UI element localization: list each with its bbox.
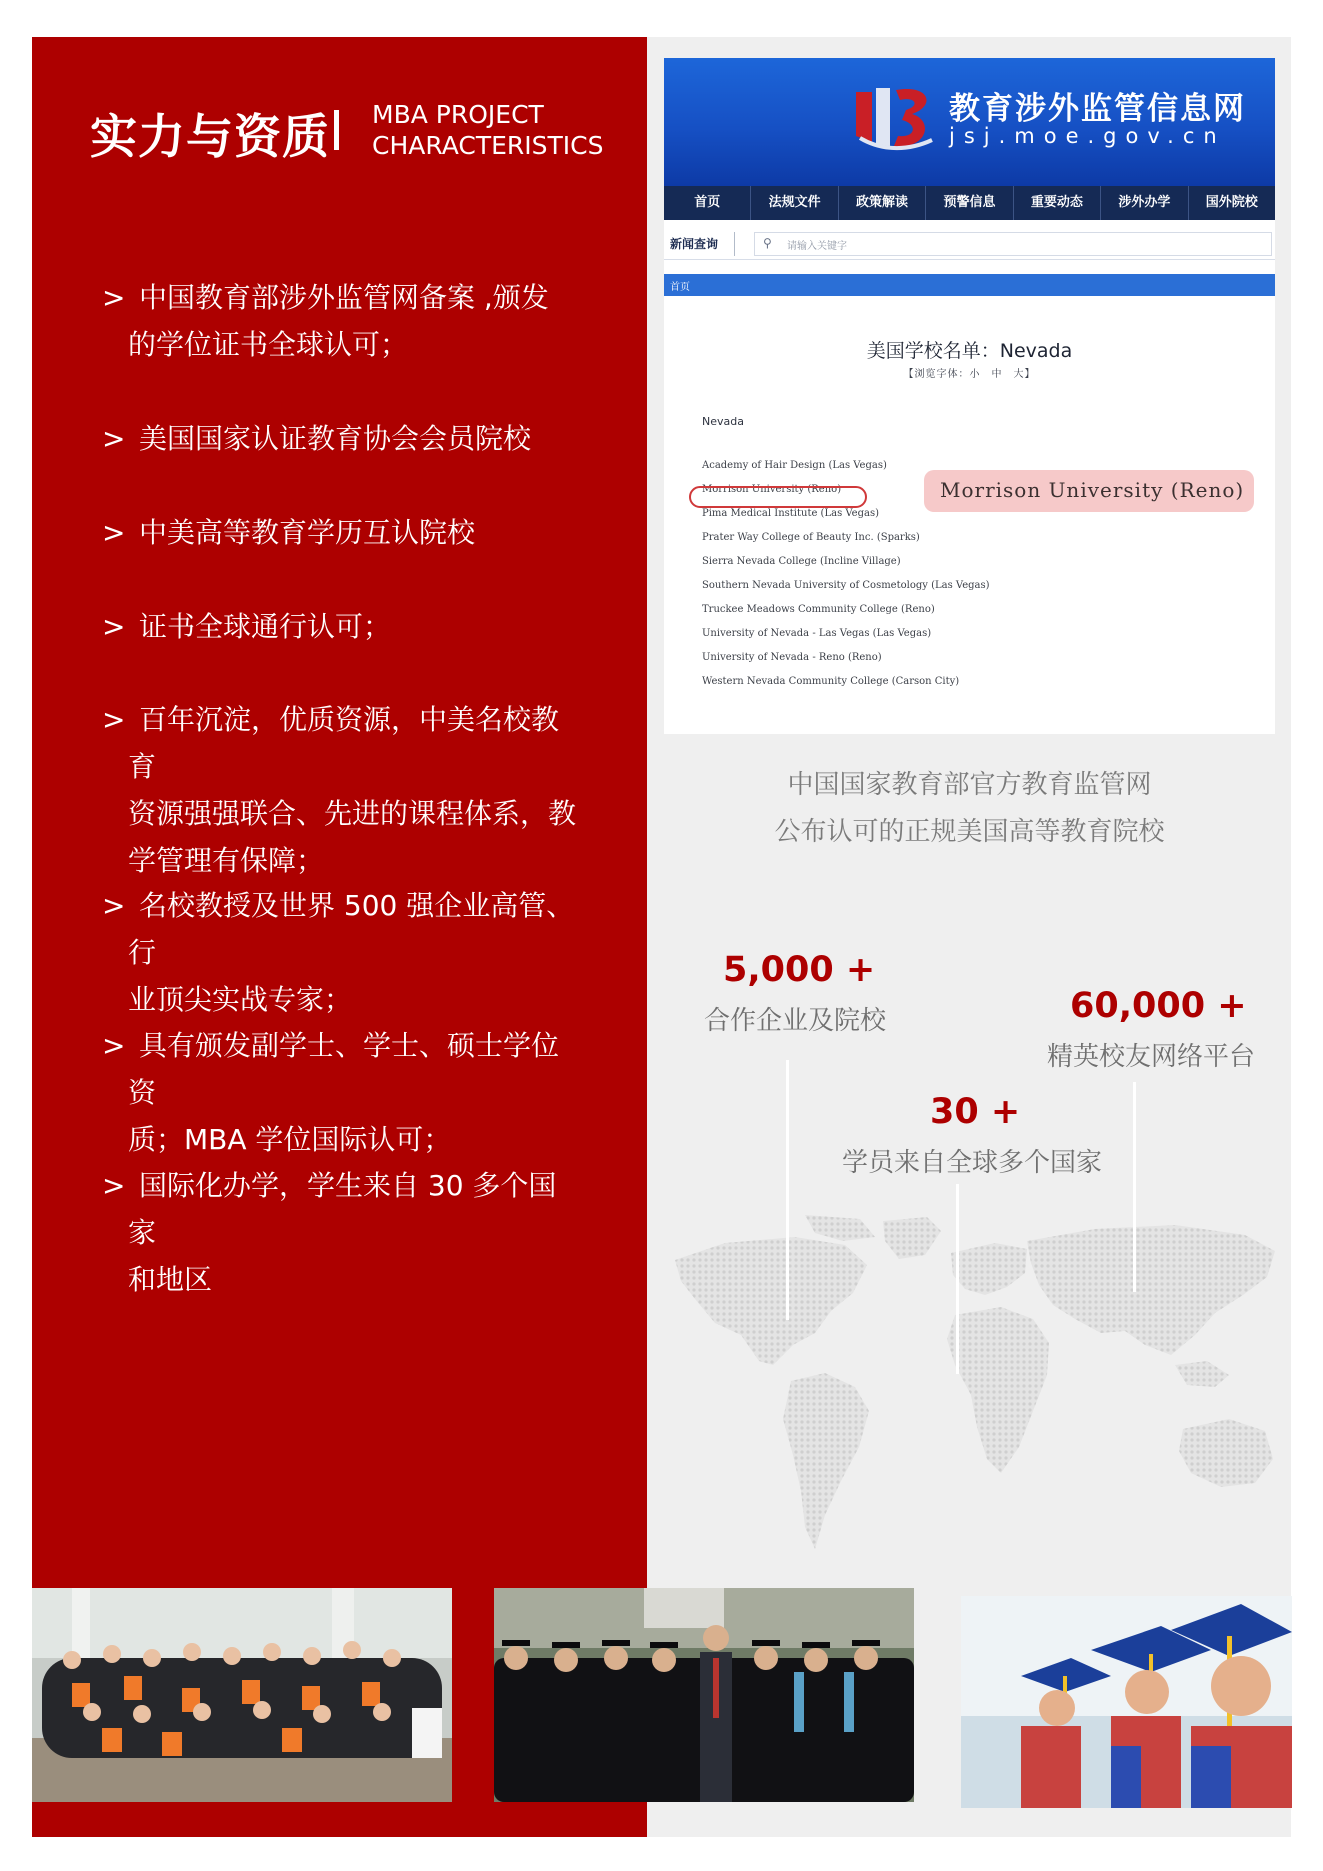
chevron-right-icon: > bbox=[102, 610, 126, 643]
search-placeholder: 请输入关键字 bbox=[787, 241, 847, 252]
title-divider bbox=[334, 110, 339, 150]
feature-line: 质；MBA 学位国际认可； bbox=[128, 1123, 452, 1156]
section-title: 实力与资质 bbox=[90, 110, 330, 165]
graduates-with-professor-photo bbox=[494, 1588, 914, 1802]
stat-alumni-value: 60,000 + bbox=[1070, 986, 1247, 1026]
stat-alumni-label: 精英校友网络平台 bbox=[1047, 1042, 1256, 1072]
highlight-callout bbox=[924, 470, 1254, 512]
nav-warnings[interactable]: 预警信息 bbox=[926, 186, 1013, 220]
feature-item bbox=[102, 882, 582, 1023]
search-icon: ⚲ bbox=[763, 236, 772, 250]
search-divider bbox=[734, 232, 735, 256]
feature-line: 和地区 bbox=[128, 1263, 213, 1296]
caption-line-2: 公布认可的正规美国高等教育院校 bbox=[774, 817, 1165, 847]
feature-line: 国际化办学，学生来自 30 多个国家 bbox=[128, 1169, 557, 1249]
graduates-group-image bbox=[32, 1588, 452, 1802]
subtitle-line-2: CHARACTERISTICS bbox=[372, 131, 604, 160]
site-banner bbox=[664, 58, 1275, 186]
graduates-caps-image bbox=[961, 1596, 1292, 1808]
feature-line: 学管理有保障； bbox=[128, 844, 325, 877]
feature-line: 的学位证书全球认可； bbox=[128, 328, 409, 361]
stat-partners-value: 5,000 + bbox=[723, 950, 876, 990]
chevron-right-icon: > bbox=[102, 1169, 126, 1202]
feature-item bbox=[102, 1022, 582, 1163]
feature-item bbox=[102, 415, 582, 462]
stat-partners-label: 合作企业及院校 bbox=[704, 1006, 887, 1036]
list-item[interactable]: University of Nevada - Las Vegas (Las Vegas) bbox=[702, 628, 932, 639]
feature-line: 百年沉淀，优质资源，中美名校教育 bbox=[128, 703, 560, 783]
caption-line-1: 中国国家教育部官方教育监管网 bbox=[787, 770, 1152, 800]
list-item[interactable]: Pima Medical Institute (Las Vegas) bbox=[702, 508, 879, 519]
chevron-right-icon: > bbox=[102, 422, 126, 455]
nav-policy[interactable]: 政策解读 bbox=[839, 186, 926, 220]
feature-item bbox=[102, 696, 582, 884]
chevron-right-icon: > bbox=[102, 281, 126, 314]
breadcrumb bbox=[664, 274, 1275, 296]
feature-line: 中美高等教育学历互认院校 bbox=[139, 516, 476, 549]
graduates-caps-photo bbox=[961, 1596, 1292, 1808]
site-nav bbox=[664, 186, 1275, 220]
search-label: 新闻查询 bbox=[670, 237, 719, 251]
screenshot-caption bbox=[664, 762, 1275, 856]
feature-item bbox=[102, 603, 582, 650]
feature-line: 具有颁发副学士、学士、硕士学位资 bbox=[128, 1029, 560, 1109]
stat-countries-value: 30 + bbox=[930, 1092, 1021, 1132]
graduates-with-professor-image bbox=[494, 1588, 914, 1802]
breadcrumb-home[interactable]: 首页 bbox=[670, 282, 690, 293]
chevron-right-icon: > bbox=[102, 703, 126, 736]
highlight-circle bbox=[689, 486, 867, 508]
nav-regulations[interactable]: 法规文件 bbox=[751, 186, 838, 220]
feature-line: 资源强强联合、先进的课程体系，教 bbox=[128, 797, 577, 830]
nav-overseas-institutions[interactable]: 国外院校 bbox=[1205, 195, 1258, 210]
site-name: 教育涉外监管信息网 bbox=[949, 91, 1246, 127]
callout-text: Morrison University (Reno) bbox=[940, 478, 1245, 502]
site-search-bar bbox=[664, 228, 1275, 260]
list-item[interactable]: Morrison University (Reno) bbox=[702, 484, 842, 495]
feature-line: 名校教授及世界 500 强企业高管、行 bbox=[128, 889, 575, 969]
feature-line: 美国国家认证教育协会会员院校 bbox=[139, 422, 532, 455]
stat-partners-pointer bbox=[786, 1060, 789, 1320]
list-item[interactable]: University of Nevada - Reno (Reno) bbox=[702, 652, 882, 663]
website-screenshot bbox=[664, 58, 1275, 734]
list-item[interactable]: Prater Way College of Beauty Inc. (Sparks) bbox=[702, 532, 920, 543]
list-item[interactable]: Truckee Meadows Community College (Reno) bbox=[702, 604, 935, 615]
nav-foreign-schools[interactable]: 涉外办学 bbox=[1101, 186, 1188, 220]
feature-item bbox=[102, 509, 582, 556]
stat-countries-pointer bbox=[956, 1184, 959, 1374]
nav-news[interactable]: 重要动态 bbox=[1014, 186, 1101, 220]
stat-countries-label: 学员来自全球多个国家 bbox=[842, 1148, 1103, 1178]
site-logo-icon bbox=[850, 80, 938, 156]
chevron-right-icon: > bbox=[102, 516, 126, 549]
list-title: 美国学校名单：Nevada bbox=[866, 340, 1073, 362]
world-map-icon bbox=[655, 1215, 1287, 1595]
graduates-group-photo bbox=[32, 1588, 452, 1802]
chevron-right-icon: > bbox=[102, 889, 126, 922]
section-subtitle bbox=[372, 99, 603, 161]
feature-line: 中国教育部涉外监管网备案 ,颁发 bbox=[139, 281, 549, 314]
feature-item bbox=[102, 1162, 582, 1303]
state-heading: Nevada bbox=[702, 415, 744, 428]
list-item[interactable]: Southern Nevada University of Cosmetology (Las Vegas) bbox=[702, 580, 990, 591]
list-item[interactable]: Academy of Hair Design (Las Vegas) bbox=[702, 460, 887, 471]
chevron-right-icon: > bbox=[102, 1029, 126, 1062]
search-input[interactable] bbox=[754, 232, 1272, 256]
feature-line: 证书全球通行认可； bbox=[139, 610, 392, 643]
list-item[interactable]: Sierra Nevada College (Incline Village) bbox=[702, 556, 901, 567]
site-url: jsj.moe.gov.cn bbox=[949, 124, 1226, 148]
feature-line: 业顶尖实战专家； bbox=[128, 983, 353, 1016]
stat-alumni-pointer bbox=[1133, 1082, 1136, 1292]
nav-home[interactable]: 首页 bbox=[664, 186, 751, 220]
list-item[interactable]: Western Nevada Community College (Carson City) bbox=[702, 676, 960, 687]
feature-item bbox=[102, 274, 582, 368]
font-size-options[interactable]: 【浏览字体：小 中 大】 bbox=[903, 369, 1036, 380]
subtitle-line-1: MBA PROJECT bbox=[372, 100, 544, 129]
